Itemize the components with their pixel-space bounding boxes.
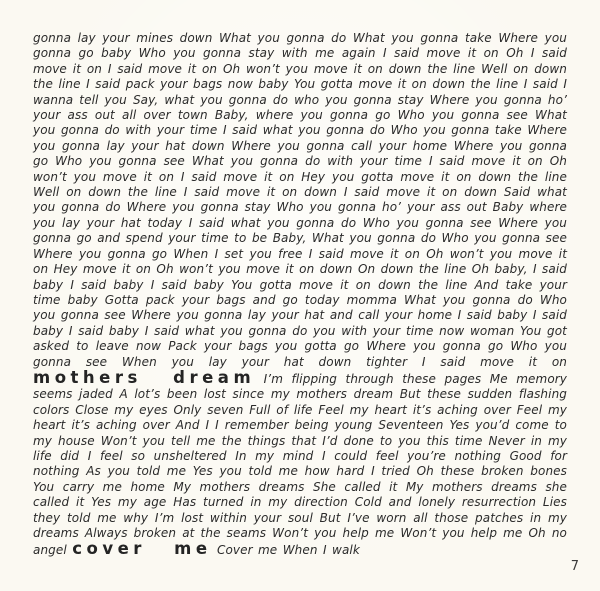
lyrics-move-it-on: gonna lay your mines down What you gonna do What you gonna take Where you gonna go baby Who you gonna stay with me again I said move it on Oh I said move it on I said move it on Oh won’t you move it on down the line Well on down the line I said pack your bags now baby You gotta move it on down the line I said I wanna tell you Say, what you gonna do who you gonna stay Where you gonna ho’ your ass out all over town Baby, where you gonna go Who you gonna see What you gonna do with your time I said what you gonna do Who you gonna take Where you gonna lay your hat down Where you gonna call your home Where you gonna go Who you gonna see What you gonna do with your time I said move it on Oh won’t you move it on I said move it on Hey you gotta move it on down the line Well on down the line I said move it on down I said move it on down Said what you gonna do Where you gonna stay Who you gonna ho’ your ass out Baby where you lay your hat today I said what you gonna do Who you gonna see Where you gonna go and spend your time to be Baby, What you gonna do Who you gonna see Where you gonna go When I set you free I said move it on Oh won’t you move it on Hey move it on Oh won’t you move it on down On down the line Oh baby, I said baby I said baby I said baby You gotta move it on down the line And take your time baby Gotta pack your bags and go today momma What you gonna do Who you gonna see Where you gonna lay your hat and call your home I said baby I said baby I said baby I said what you gonna do you with your time now woman You got asked to leave now Pack your bags you gotta go Where you gonna go Who you gonna see When you lay your hat down tighter I said move it on [33,31,567,369]
lyrics-mothers-dream: I’m flipping through these pages Me memory seems jaded A lot’s been lost since my mothers dream But these sudden flashing colors Close my eyes Only seven Full of life Feel my heart it’s aching over Feel my heart it’s aching over And I I remember being young Seventeen Yes you’d come to my house Won’t you tell me the things that I’d done to you this time Never in my life did I feel so unsheltered In my mind I could feel you’re nothing Good for nothing As you told me Yes you told me how hard I tried Oh these broken bones You carry me home My mothers dreams She called it My mothers dreams she called it Yes my age Has turned in my direction Cold and lonely resurrection Lies they told me why I’m lost within your soul But I’ve worn all those patches in my dreams Always broken at the seams Won’t you help me Won’t you help me Oh no angel [33,371,567,558]
page-number: 7 [570,559,579,574]
song-title-cover-me: cover me [72,539,212,559]
lyrics-cover-me: Cover me When I walk [216,543,360,558]
lyrics-paragraph [33,31,567,559]
song-title-mothers-dream: mothers dream [33,367,256,387]
